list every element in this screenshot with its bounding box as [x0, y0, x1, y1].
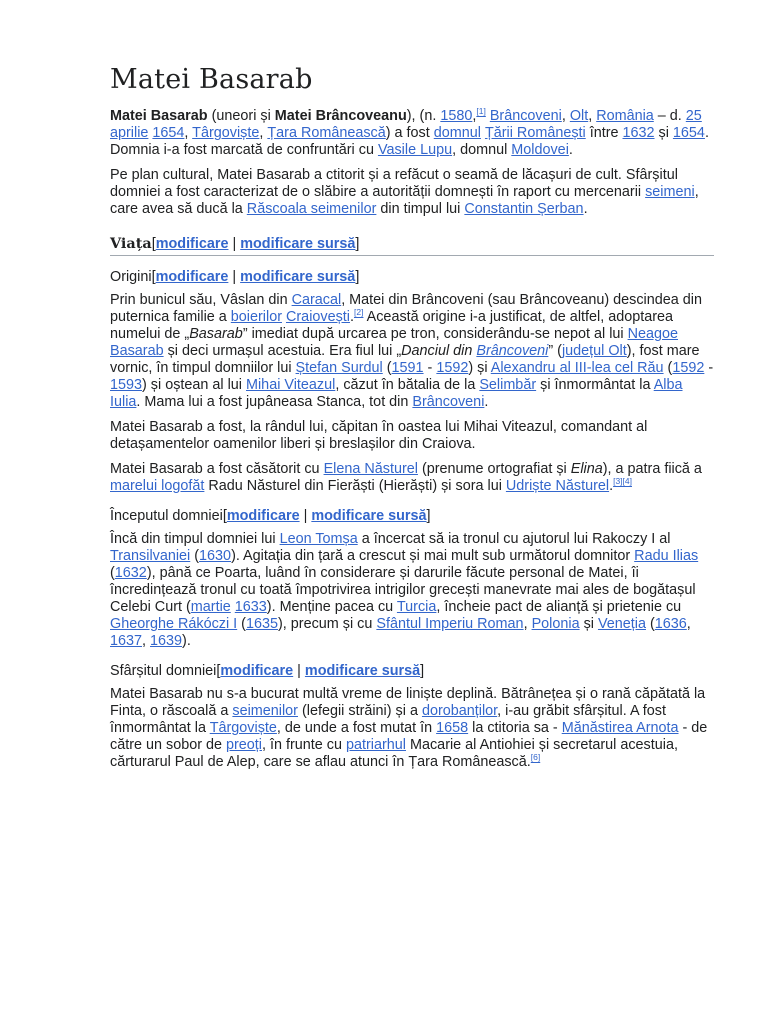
text: Radu Năsturel din Fierăști (Hierăști) și sora lui: [204, 478, 506, 495]
text: -: [423, 360, 437, 377]
text: a încercat să ia tronul cu ajutorul lui Rakoczy I al: [357, 531, 671, 548]
text: ), până ce Poarta, luând în considerare și darurile făcute personal de Matei, îi încredințează tronul cu toată împotrivirea intrigilor grecești manevrate mai ales de bogătașul Celebi Curt (: [110, 565, 696, 616]
text: ,: [523, 616, 532, 633]
text: ), a patra fiică a: [602, 461, 702, 478]
text: ). Menține pacea cu: [266, 599, 397, 616]
origini-paragraph-2: [110, 419, 714, 453]
wiki-link[interactable]: 1632: [622, 125, 655, 142]
text: și: [654, 125, 673, 142]
reference-link[interactable]: [4]: [622, 476, 632, 487]
text: Matei Basarab nu s-a bucurat multă vreme de liniște deplină. Bătrânețea și o rană căpătată la Finta, o răscoală a: [110, 686, 706, 720]
wiki-link[interactable]: Neagoe Basarab: [110, 326, 679, 360]
wiki-link[interactable]: seimenilor: [232, 703, 298, 720]
wiki-link[interactable]: 1635: [245, 616, 278, 633]
wiki-link[interactable]: Alexandru al III-lea cel Rău: [490, 360, 664, 377]
text: între: [585, 125, 623, 142]
wiki-link[interactable]: Craiovești: [286, 309, 350, 326]
wiki-link[interactable]: 1630: [199, 548, 232, 565]
wiki-link[interactable]: 1639: [150, 633, 183, 650]
text: ), (n.: [406, 108, 441, 125]
origini-paragraph-1: [110, 292, 714, 411]
text: Încă din timpul domniei lui: [110, 531, 280, 548]
text: , de unde a fost mutat în: [276, 720, 437, 737]
subsection-heading-inceputul-domniei: [110, 507, 714, 525]
section-heading-viata: [110, 234, 714, 256]
wiki-link[interactable]: Radu Ilias: [634, 548, 699, 565]
text: Prin bunicul său, Vâslan din: [110, 292, 292, 309]
wiki-link[interactable]: Brâncoveni: [489, 108, 562, 125]
wiki-link[interactable]: Gheorghe Rákóczi I: [110, 616, 238, 633]
origini-paragraph-3: [110, 461, 714, 495]
wiki-link[interactable]: Mănăstirea Arnota: [561, 720, 679, 737]
text: Matei Basarab a fost, la rândul lui, căpitan în oastea lui Mihai Viteazul, comandant al detașamentelor oamenilor liberi și breslașilor din Craiova.: [110, 419, 648, 453]
edit-source-link[interactable]: modificare sursă: [240, 236, 356, 253]
wiki-link[interactable]: Țării Românești: [484, 125, 586, 142]
edit-link[interactable]: modificare: [155, 236, 229, 253]
wiki-link[interactable]: preoți: [226, 737, 262, 754]
wiki-link[interactable]: 1636: [654, 616, 687, 633]
bold-text: Matei Brâncoveanu: [274, 108, 407, 125]
text: ) și: [468, 360, 491, 377]
wiki-link[interactable]: Polonia: [531, 616, 580, 633]
wiki-link[interactable]: Transilvaniei: [110, 548, 191, 565]
text: – d.: [653, 108, 686, 125]
edit-link[interactable]: modificare: [220, 663, 294, 680]
text: .: [609, 478, 614, 495]
edit-link[interactable]: modificare: [226, 508, 300, 525]
reference-link[interactable]: [2]: [353, 307, 364, 318]
wiki-link[interactable]: Veneția: [597, 616, 646, 633]
wiki-link[interactable]: Constantin Șerban: [464, 201, 584, 218]
text: (: [645, 616, 655, 633]
text: (uneori și: [207, 108, 275, 125]
subsection-heading-sfarsitul-domniei: [110, 662, 714, 680]
text: . Mama lui a fost jupâneasa Stanca, tot din: [136, 394, 413, 411]
intro-paragraph-2: [110, 167, 714, 218]
text: și deci urmașul acestuia. Era fiul lui „: [163, 343, 402, 360]
text: , în frunte cu: [262, 737, 346, 754]
text: .: [568, 142, 573, 159]
wiki-link[interactable]: domnul: [433, 125, 481, 142]
text: (: [237, 616, 246, 633]
text: .: [583, 201, 588, 218]
bold-text: Matei Basarab: [110, 108, 208, 125]
text: ,: [184, 125, 193, 142]
italic-text: Danciul din: [401, 343, 477, 360]
text: ,: [588, 108, 597, 125]
wiki-link[interactable]: Târgoviște: [209, 720, 277, 737]
text: Pe plan cultural, Matei Basarab a ctitorit și a refăcut o seamă de lăcașuri de cult. Sfârșitul domniei a fost caracterizat de o slăbire a autorității domnești în raport cu mercenarii: [110, 167, 678, 201]
wiki-link[interactable]: 1593: [110, 377, 143, 394]
wiki-link[interactable]: Udriște Năsturel: [505, 478, 610, 495]
text: (prenume ortografiat și: [417, 461, 571, 478]
edit-links: [modificare | modificare sursă]: [216, 663, 425, 680]
wiki-link[interactable]: România: [596, 108, 654, 125]
wiki-link[interactable]: Brâncoveni: [412, 394, 485, 411]
wiki-link[interactable]: Olt: [569, 108, 589, 125]
edit-link[interactable]: modificare: [155, 269, 229, 286]
text: Macarie al Antiohiei și secretarul acestuia, cărturarul Paul de Alep, care se aflau atunci în Țara Românească.: [110, 737, 678, 771]
wiki-link[interactable]: Ștefan Surdul: [295, 360, 383, 377]
wiki-link[interactable]: Țara Românească: [267, 125, 386, 142]
wiki-link[interactable]: 1632: [114, 565, 147, 582]
wiki-link[interactable]: Selimbăr: [479, 377, 537, 394]
text: la ctitoria sa -: [468, 720, 562, 737]
edit-source-link[interactable]: modificare sursă: [304, 663, 421, 680]
text: (: [190, 548, 200, 565]
text: - de către un sobor de: [110, 720, 708, 754]
wiki-link[interactable]: boierilor: [230, 309, 282, 326]
text: , care avea să ducă la: [110, 184, 699, 218]
subsection-title: Sfârșitul domniei: [110, 663, 217, 680]
inceput-paragraph-1: [110, 531, 714, 650]
text: ), precum și cu: [278, 616, 377, 633]
text: ).: [182, 633, 191, 650]
reference: [476, 107, 485, 117]
wiki-link[interactable]: 1580: [440, 108, 473, 125]
text: .: [484, 394, 489, 411]
text: , i-au grăbit sfârșitul. A fost înmormântat la: [110, 703, 666, 737]
section-title: Viața: [110, 235, 152, 253]
wiki-link[interactable]: Sfântul Imperiu Roman: [376, 616, 524, 633]
reference: [531, 753, 540, 763]
wiki-link[interactable]: Leon Tomșa: [279, 531, 358, 548]
wiki-link[interactable]: 1633: [234, 599, 267, 616]
wiki-link[interactable]: Turcia: [396, 599, 437, 616]
italic-text: Elina: [570, 461, 603, 478]
wiki-link[interactable]: Elena Năsturel: [323, 461, 418, 478]
text: (lefegii străini) și a: [297, 703, 422, 720]
wiki-link[interactable]: martie: [190, 599, 231, 616]
wiki-link[interactable]: 1637: [110, 633, 143, 650]
text: Această origine i-a justificat, de altfel, adoptarea numelui de „: [110, 309, 674, 343]
text: , Matei din Brâncoveni (sau Brâncoveanu) descindea din puternica familie a: [110, 292, 702, 326]
text: -: [704, 360, 714, 377]
edit-links: [modificare | modificare sursă]: [222, 508, 431, 525]
text: și: [579, 616, 598, 633]
edit-source-link[interactable]: modificare sursă: [240, 269, 356, 286]
reference: [623, 477, 632, 487]
subsection-title: Începutul domniei: [110, 508, 223, 525]
wiki-link[interactable]: 1592: [672, 360, 705, 377]
intro-paragraph-1: [110, 108, 714, 159]
wiki-link[interactable]: Mihai Viteazul: [246, 377, 336, 394]
wiki-link[interactable]: seimeni: [645, 184, 695, 201]
reference-link[interactable]: [6]: [530, 752, 541, 763]
wiki-link[interactable]: Moldovei: [511, 142, 569, 159]
edit-source-link[interactable]: modificare sursă: [311, 508, 427, 525]
wiki-link[interactable]: Vasile Lupu: [377, 142, 453, 159]
sfarsit-paragraph-1: [110, 686, 714, 771]
text: ), fost mare vornic, în timpul domniilor lui: [110, 343, 700, 377]
wiki-link[interactable]: 1658: [436, 720, 469, 737]
edit-links: [modificare | modificare sursă]: [151, 236, 360, 253]
wiki-link[interactable]: 1592: [436, 360, 469, 377]
text: și înmormântat la: [536, 377, 654, 394]
reference: [613, 477, 622, 487]
text: din timpul lui: [376, 201, 465, 218]
text: . Domnia i-a fost marcată de confruntări cu: [110, 125, 709, 159]
text: (: [110, 565, 115, 582]
wiki-link[interactable]: Târgoviște: [192, 125, 260, 142]
reference-link[interactable]: [3]: [613, 476, 623, 487]
wiki-link[interactable]: 1654: [152, 125, 185, 142]
wiki-link[interactable]: patriarhul: [346, 737, 406, 754]
article: [110, 64, 714, 779]
text: Matei Basarab a fost căsătorit cu: [110, 461, 324, 478]
text: ,: [686, 616, 691, 633]
text: ,: [472, 108, 477, 125]
edit-links: [modificare | modificare sursă]: [151, 269, 360, 286]
text: , căzut în bătalia de la: [335, 377, 480, 394]
text: ). Agitația din țară a crescut și mai mult sub următorul domnitor: [231, 548, 635, 565]
text: ” (: [548, 343, 562, 360]
wiki-link[interactable]: Caracal: [291, 292, 342, 309]
wiki-link[interactable]: județul Olt: [561, 343, 627, 360]
wiki-link[interactable]: dorobanților: [421, 703, 498, 720]
text: ,: [561, 108, 570, 125]
text: ) a fost: [385, 125, 434, 142]
wiki-link[interactable]: 25 aprilie: [110, 108, 702, 142]
wiki-link[interactable]: Alba Iulia: [110, 377, 683, 411]
reference-link[interactable]: [1]: [476, 106, 486, 117]
wiki-link[interactable]: Brâncoveni: [476, 343, 549, 360]
text: (: [382, 360, 392, 377]
text: ,: [259, 125, 268, 142]
text: , încheie pact de alianță și prietenie cu: [436, 599, 682, 616]
text: (: [663, 360, 673, 377]
wiki-link[interactable]: marelui logofăt: [110, 478, 205, 495]
text: , domnul: [452, 142, 512, 159]
page-title: Matei Basarab: [110, 64, 313, 95]
wiki-link[interactable]: Răscoala seimenilor: [246, 201, 377, 218]
text: .: [349, 309, 354, 326]
italic-text: Basarab: [189, 326, 243, 343]
text: ” imediat după urcarea pe tron, considerându-se nepot al lui: [242, 326, 628, 343]
text: ) și oștean al lui: [142, 377, 246, 394]
wiki-link[interactable]: 1654: [672, 125, 705, 142]
wiki-link[interactable]: 1591: [391, 360, 424, 377]
text: ,: [142, 633, 151, 650]
subsection-title: Origini: [110, 269, 152, 286]
subsection-heading-origini: [110, 268, 714, 286]
